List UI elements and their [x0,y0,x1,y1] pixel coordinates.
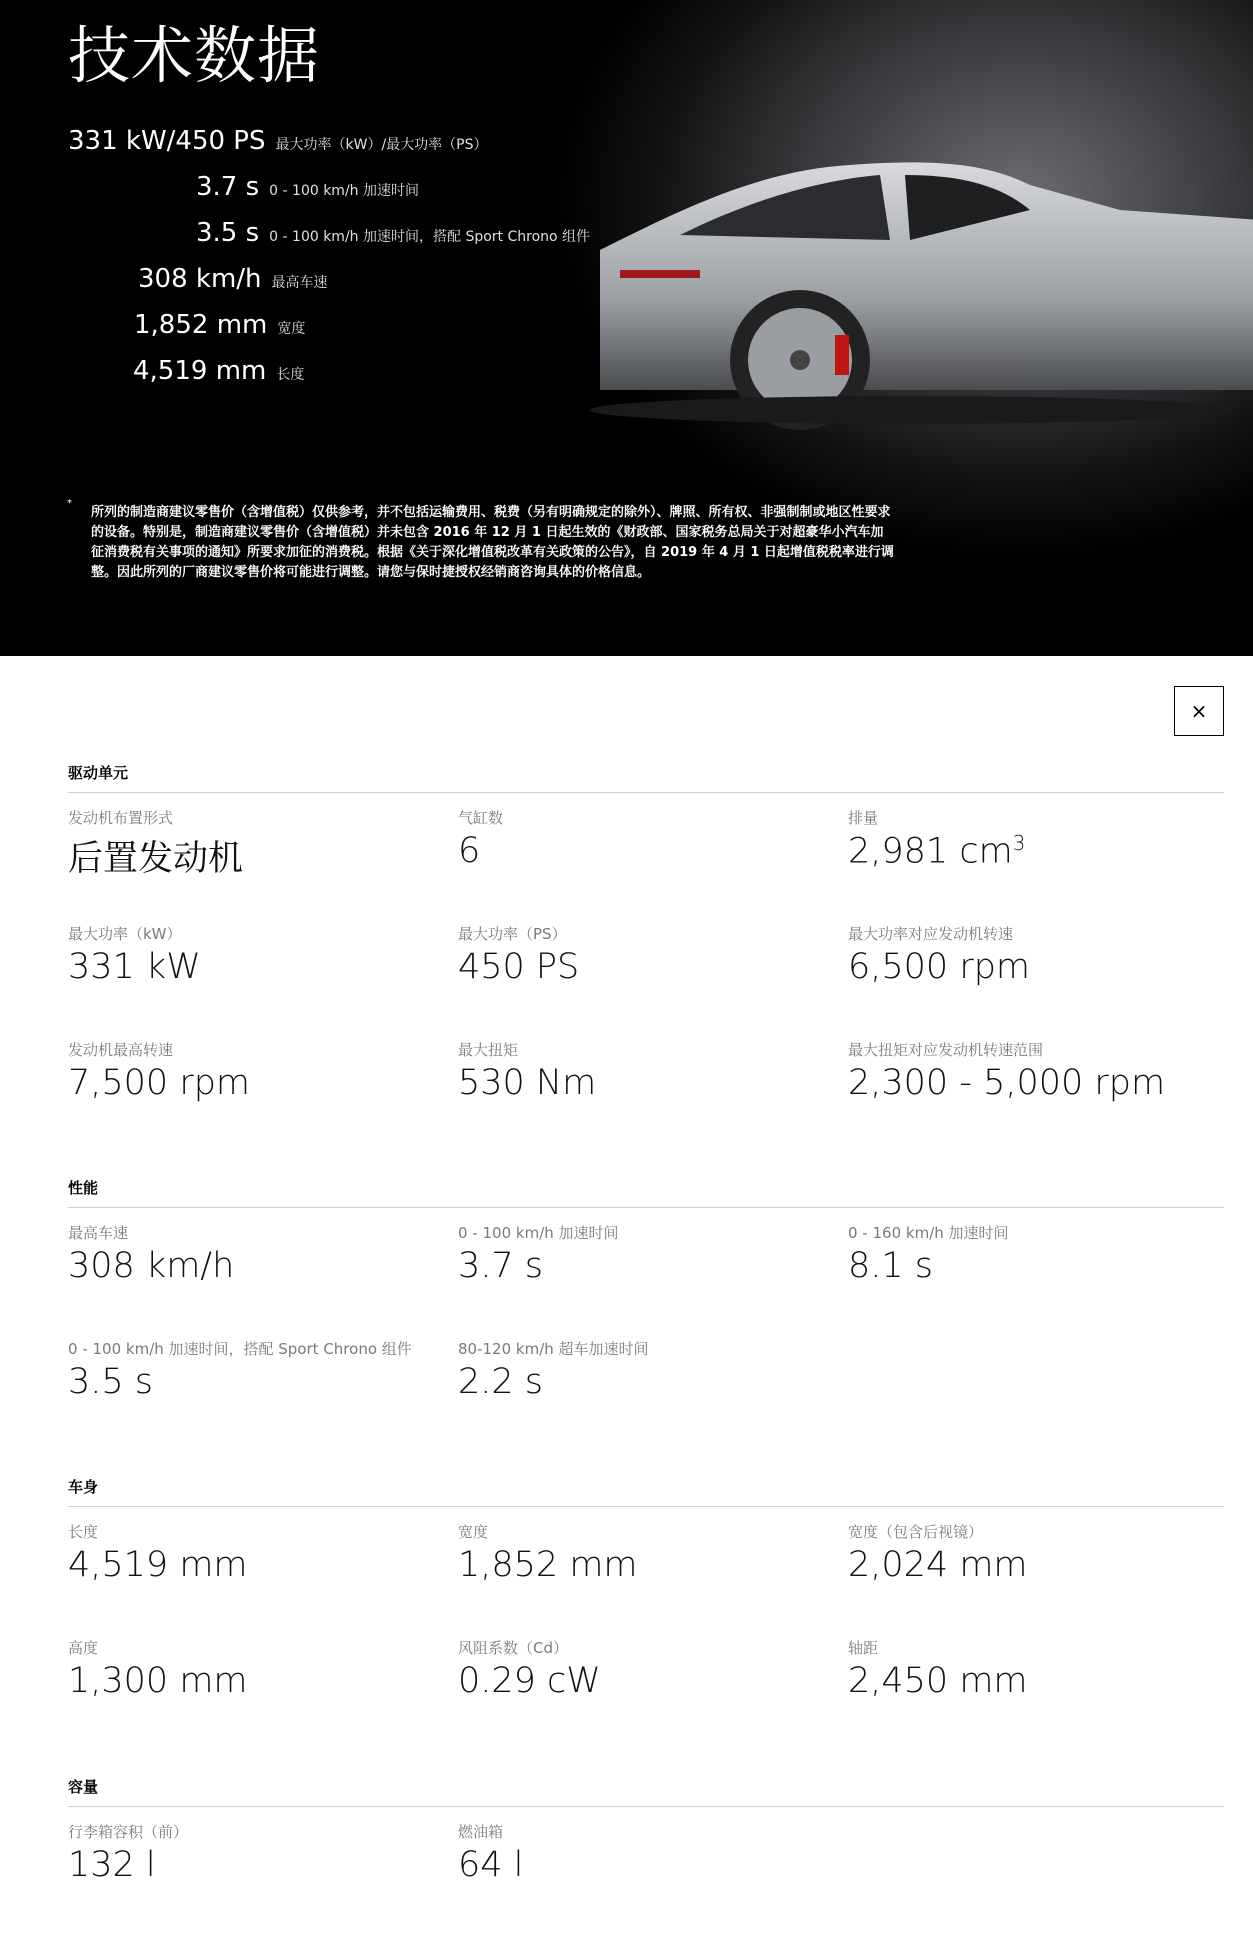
spec-item [68,1324,458,1440]
spec-value: 1,300 mm [68,1661,248,1701]
spec-grid [68,1807,1224,1923]
section-title: 容量 [68,1776,1224,1807]
spec-grid [68,1507,1224,1739]
hero-spec-value: 331 kW/450 PS [68,126,266,156]
spec-value: 1,852 mm [458,1545,638,1585]
spec-value-superscript: 3 [1012,831,1026,855]
spec-label: 宽度（包含后视镜） [848,1523,984,1541]
spec-value: 7,500 rpm [68,1063,251,1103]
spec-item [848,1507,1224,1623]
spec-item [458,1208,848,1324]
spec-label: 最大功率（PS） [458,925,567,943]
spec-item [68,909,458,1025]
close-button[interactable]: × [1174,686,1224,736]
hero-spec-label: 0 - 100 km/h 加速时间 [269,183,419,199]
hero-spec-value: 3.7 s [196,172,260,202]
spec-item [458,1025,848,1141]
section-performance [68,1177,1224,1440]
spec-label: 发动机布置形式 [68,809,174,827]
spec-value: 2,300 - 5,000 rpm [848,1063,1166,1103]
hero-banner [0,0,1253,656]
section-drive-unit [68,762,1224,1141]
section-title: 驱动单元 [68,762,1224,793]
hero-spec-label: 最高车速 [271,275,328,291]
spec-item [458,909,848,1025]
page-title: 技术数据 [68,19,321,92]
spec-grid [68,793,1224,1141]
spec-item [68,1807,458,1923]
spec-label: 最大功率（kW） [68,925,182,943]
section-capacity [68,1776,1224,1923]
spec-label: 风阻系数（Cd） [458,1639,568,1657]
spec-item [848,909,1224,1025]
spec-value: 450 PS [458,947,580,987]
spec-label: 最大功率对应发动机转速 [848,925,1014,943]
note-marker: * [67,498,72,509]
spec-value: 64 l [458,1845,524,1885]
spec-item [458,793,848,909]
spec-label: 气缸数 [458,809,504,827]
spec-item [68,793,458,909]
spec-label: 长度 [68,1523,99,1541]
spec-label: 行李箱容积（前） [68,1823,189,1841]
spec-label: 0 - 100 km/h 加速时间 [458,1224,619,1242]
spec-item [458,1507,848,1623]
spec-value: 6 [458,831,481,871]
spec-label: 轴距 [848,1639,879,1657]
hero-spec-label: 最大功率（kW）/最大功率（PS） [275,137,488,153]
section-body [68,1476,1224,1739]
spec-value: 3.7 s [458,1246,544,1286]
spec-label: 最大扭矩 [458,1041,519,1059]
spec-item [458,1324,848,1440]
hero-spec-label: 宽度 [277,321,306,337]
hero-spec-value: 3.5 s [196,218,260,248]
section-title: 性能 [68,1177,1224,1208]
car-image [560,140,1253,440]
spec-item [848,1025,1224,1141]
spec-item [848,793,1224,909]
spec-label: 最大扭矩对应发动机转速范围 [848,1041,1044,1059]
spec-value: 4,519 mm [68,1545,248,1585]
spec-item [68,1208,458,1324]
hero-spec-accel [196,172,419,202]
spec-value: 2,450 mm [848,1661,1028,1701]
spec-value: 2,024 mm [848,1545,1028,1585]
spec-value: 308 km/h [68,1246,235,1286]
spec-label: 高度 [68,1639,99,1657]
spec-item [458,1807,848,1923]
price-disclaimer: 所列的制造商建议零售价（含增值税）仅供参考，并不包括运输费用、税费（另有明确规定的除外）、牌照、所有权、非强制制或地区性要求的设备。特别是，制造商建议零售价（含增值税）并未包含 2016 年 12 月 1 日起生效的《财政部、国家税务总局关于对超豪华小汽车加征消费税有关事项的通知》所要求加征的消费税。根据《关于深化增值税改革有关政策的公告》，自 2019 年 4 月 1 日起增值税税率进行调整。因此所列的厂商建议零售价将可能进行调整。请您与保时捷授权经销商咨询具体的价格信息。 [91,505,894,580]
hero-spec-length [133,356,304,386]
spec-label: 最高车速 [68,1224,129,1242]
spec-value: 6,500 rpm [848,947,1031,987]
spec-item [458,1623,848,1739]
hero-spec-accel-chrono [196,218,590,248]
hero-spec-label: 0 - 100 km/h 加速时间，搭配 Sport Chrono 组件 [269,229,591,245]
spec-value-wrap [848,831,1224,872]
spec-value: 3.5 s [68,1362,154,1402]
spec-label: 燃油箱 [458,1823,504,1841]
spec-label: 80-120 km/h 超车加速时间 [458,1340,649,1358]
hero-spec-value: 1,852 mm [134,310,268,340]
spec-item [848,1208,1224,1324]
spec-value: 0.29 cW [458,1661,601,1701]
spec-item [68,1025,458,1141]
spec-label: 排量 [848,809,879,827]
spec-label: 发动机最高转速 [68,1041,174,1059]
hero-spec-label: 长度 [276,367,305,383]
spec-label: 0 - 160 km/h 加速时间 [848,1224,1009,1242]
spec-value: 8.1 s [848,1246,934,1286]
spec-value: 132 l [68,1845,156,1885]
spec-value: 331 kW [68,947,201,987]
spec-label: 0 - 100 km/h 加速时间，搭配 Sport Chrono 组件 [68,1340,412,1358]
spec-grid [68,1208,1224,1440]
spec-item [68,1507,458,1623]
spec-value: 后置发动机 [68,839,244,879]
spec-label: 宽度 [458,1523,489,1541]
spec-item [848,1623,1224,1739]
spec-item [68,1623,458,1739]
hero-spec-value: 308 km/h [138,264,262,294]
hero-spec-top-speed [138,264,328,294]
hero-spec-power [68,126,1253,156]
hero-spec-value: 4,519 mm [133,356,267,386]
spec-value: 2,981 cm [848,831,1013,872]
hero-spec-width [134,310,305,340]
spec-value: 2.2 s [458,1362,544,1402]
section-title: 车身 [68,1476,1224,1507]
spec-value: 530 Nm [458,1063,597,1103]
